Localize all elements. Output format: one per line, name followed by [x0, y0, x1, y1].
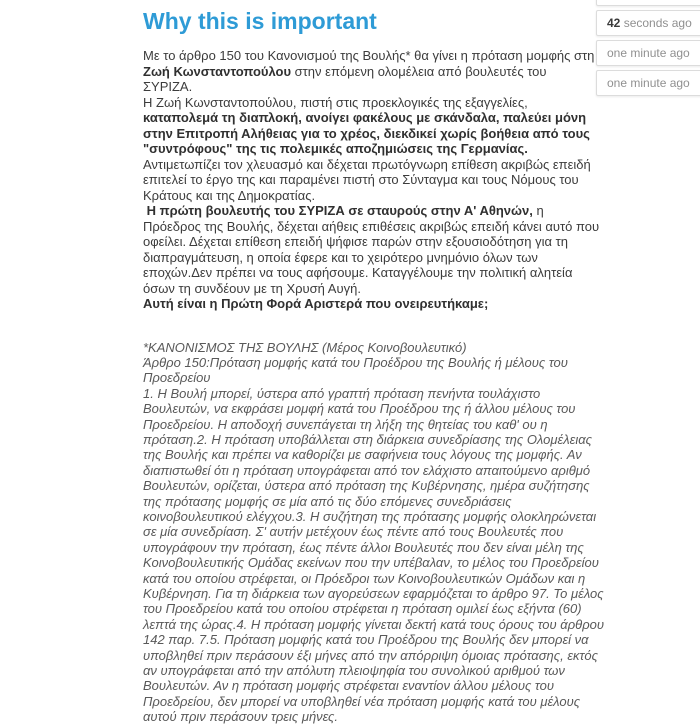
- body-text-run: στην επόμενη ολομέλεια από βουλευτές του: [291, 63, 547, 79]
- body-text-run: Κράτους και της Δημοκρατίας.: [143, 187, 316, 203]
- body-text-run: όσων τη συνδέουν με τη Χρυσή Αυγή.: [143, 280, 361, 296]
- body-text-run: η: [532, 203, 544, 218]
- emphasis-text: καταπολεμά τη διαπλοκή, ανοίγει φακέλους με σκάνδαλα, παλεύει μόνη: [143, 110, 587, 125]
- emphasis-text: Ζωή Κωνσταντοπούλου: [143, 63, 292, 79]
- body-text-run: επιτελεί το έργο της και παραμένει πιστή στο Σύνταγμα και τους Νόμους του: [143, 172, 579, 187]
- body-text-run: οφείλει. Δέχεται επίθεση επειδή ψήφισε παρών στην εξουσιοδότηση για τη: [143, 234, 569, 249]
- body-text-run: Η Ζωή Κωνσταντοπούλου, πιστή στις προεκλογικές της εξαγγελίες,: [143, 94, 528, 110]
- feed-item: [596, 10, 700, 36]
- feed-item: [596, 40, 700, 66]
- body-text-run: ΣΥΡΙΖΑ.: [143, 79, 193, 94]
- emphasis-text: στην Επιτροπή Αλήθειας για το χρέος, διεκδικεί χωρίς βοήθεια από τους: [143, 125, 590, 141]
- emphasis-text: Η πρώτη βουλευτής του ΣΥΡΙΖΑ σε σταυρούς στην Α' Αθηνών,: [143, 203, 533, 218]
- feed-item-partial: [596, 0, 700, 6]
- feed-item-count: 42: [607, 16, 621, 30]
- regulation-text: *ΚΑΝΟΝΙΣΜΟΣ ΤΗΣ ΒΟΥΛΗΣ (Μέρος Κοινοβουλευτικό) Άρθρο 150:Πρόταση μομφής κατά του Προέδρου της Βουλής ή μέλους του Προεδρείου 1. Η Βουλή μπορεί, ύστερα από γραπτή πρόταση πενήντα τουλάχιστο Βουλευτών, να εκφράσει μομφή κατά του Προέδρου της ή άλλου μέλους του Προεδρείου. Η αποδοχή συνεπάγεται τη λήξη της θητείας του καθ' ου η πρόταση.2. Η πρόταση υποβάλλεται στη διάρκεια συνεδρίασης της Ολομέλειας της Βουλής και πρέπει να καθορίζει με σαφήνεια τους λόγους της μομφής. Αν διαπιστωθεί ότι η πρόταση υπογράφεται από τον ελάχιστο απαιτούμενο αριθμό Βουλευτών, ορίζεται, ύστερα από πρόταση της Κυβέρνησης, ημέρα συζήτησης της πρότασης μομφής σε μία από τις δύο επόμενες συνεδριάσεις κοινοβουλευτικού ελέγχου.3. Η συζήτηση της πρότασης μομφής ολοκληρώνεται σε μία συνεδρίαση. Σ' αυτήν μετέχουν έως πέντε από τους Βουλευτές που υπογράφουν την πρόταση, έως πέντε άλλοι Βουλευτές που δεν είναι μέλη της Κοινοβουλευτικής Ομάδας εκείνων που την υπέβαλαν, το μέλος του Προεδρείου κατά του οποίου στρέφεται, οι Πρόεδροι των Κοινοβουλευτικών Ομάδων και η Κυβέρνηση. Για τη διάρκεια των αγορεύσεων εφαρμόζεται το άρθρο 97. Το μέλος του Προεδρείου κατά του οποίου στρέφεται η πρόταση ομιλεί έως εξήντα (60) λεπτά της ώρας.4. Η πρόταση μομφής γίνεται δεκτή κατά τους όρους του άρθρου 142 παρ. 7.5. Πρόταση μομφής κατά του Προέδρου της Βουλής δεν μπορεί να υποβληθεί πριν περάσουν έξι μήνες από την απόρριψη όμοιας πρότασης, εκτός αν υπογράφεται από την απόλυτη πλειοψηφία του συνολικού αριθμού των Βουλευτών. Αν η πρόταση μομφής στρέφεται εναντίον άλλου μέλους του Προεδρείου, δεν μπορεί να υποβληθεί νέα πρόταση μομφής κατά του μέλους αυτού πριν περάσουν τρεις μήνες.: [143, 339, 605, 725]
- body-text-run: διαπραγμάτευση, η οποία έφερε και το χειρότερο μνημόνιο όλων των: [143, 249, 538, 265]
- emphasis-text: "συντρόφους" της τις πολεμικές αποζημιώσεις της Γερμανίας.: [143, 141, 528, 156]
- body-text-run: Με το άρθρο 150 του Κανονισμού της Βουλής* θα γίνει η πρόταση μομφής στη: [143, 48, 595, 63]
- feed-item: [596, 70, 700, 96]
- emphasis-text: Αυτή είναι η Πρώτη Φορά Αριστερά που ονειρευτήκαμε;: [143, 296, 489, 311]
- main-article: [143, 8, 613, 725]
- article-body: [143, 48, 605, 312]
- body-text-run: Πρόεδρος της Βουλής, δέχεται αήθεις επιθέσεις ακριβώς επειδή κάνει αυτό που: [143, 218, 600, 234]
- activity-feed: [596, 0, 700, 100]
- feed-item-timestamp: one minute ago: [607, 76, 690, 90]
- page-title: Why this is important: [143, 8, 377, 34]
- body-text-run: εποχών.Δεν πρέπει να τους αφήσουμε. Καταγγέλουμε την πολιτική αλητεία: [143, 265, 573, 280]
- feed-item-timestamp: seconds ago: [620, 16, 692, 30]
- feed-item-timestamp: one minute ago: [607, 46, 690, 60]
- body-text-run: Αντιμετωπίζει τον χλευασμό και δέχεται πρωτόγνωρη επίθεση ακριβώς επειδή: [143, 156, 591, 172]
